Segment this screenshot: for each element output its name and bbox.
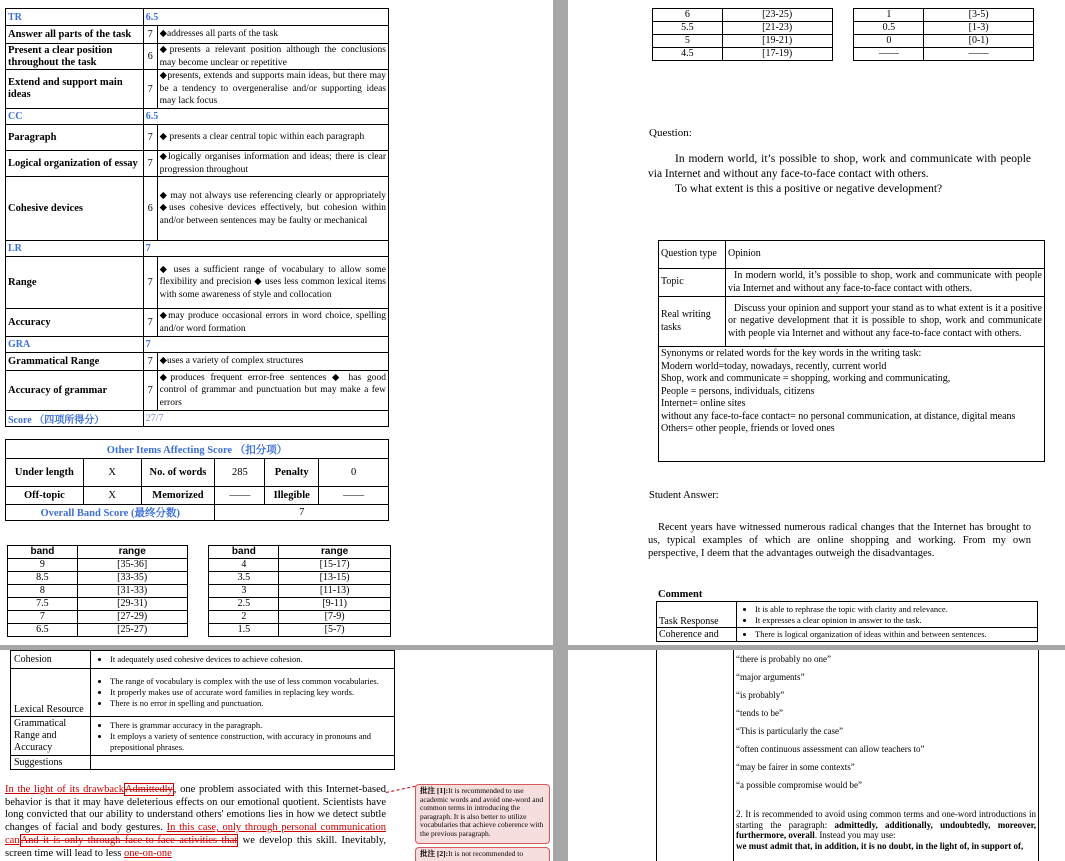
word-count-label: No. of words	[141, 459, 215, 487]
comment-connector	[386, 786, 416, 793]
essay-text: we develop this skill. Inevitably, screen time will lead to less	[5, 834, 386, 859]
list-item: • It expresses a clear opinion in answer to the task.	[755, 615, 1035, 626]
tip-bold: admittedly, additionally, undoubtedly, moreover, furthermore, overall	[736, 819, 1036, 840]
comment-title: Comment	[658, 589, 703, 600]
question-subtext: To what extent is this a positive or negative development?	[675, 183, 943, 195]
list-item: • There is logical organization of ideas within and between sentences.	[755, 629, 1035, 640]
comment-tag: 批注 [2]:	[420, 849, 449, 858]
band-header: band	[209, 546, 279, 559]
section-code-lr: LR	[6, 241, 144, 257]
table-row: 6.5 [25-27) 1.5 [5-7)	[8, 624, 391, 637]
under-length-label: Under length	[6, 459, 84, 487]
table-border	[733, 650, 734, 861]
section-code-tr: TR	[6, 9, 144, 26]
list-item: “there is probably no one”	[736, 654, 831, 664]
off-topic-label: Off-topic	[6, 487, 84, 505]
score-table	[5, 8, 389, 427]
tip-text: . Instead you may use:	[814, 830, 896, 840]
band-header: band	[8, 546, 78, 559]
list-item: • The range of vocabulary is complex with the use of less common vocabularies.	[110, 676, 391, 687]
criterion-desc: ◆ uses a sufficient range of vocabulary to allow some flexibility and precision ◆ uses less common lexical items with some awareness of style and collocation	[157, 257, 388, 309]
comment-table-continued	[10, 650, 395, 770]
criterion-score: 7	[143, 70, 157, 109]
deleted-text: Admittedly	[124, 784, 173, 795]
illegible-label: Illegible	[265, 487, 319, 505]
page-2	[568, 0, 1065, 645]
word-count-value: 285	[215, 459, 265, 487]
criterion-label: Cohesive devices	[6, 177, 144, 241]
synonym-line: Shop, work and communicate = shopping, working and communicating,	[661, 373, 951, 384]
criterion-score: 7	[143, 26, 157, 44]
comment-text: It is not recommended to	[448, 849, 524, 858]
criterion-score: 7	[143, 151, 157, 177]
criterion-desc: ◆ may not always use referencing clearly or appropriately ◆uses cohesive devices effectively, but cohesion within and/or between sentences may be faulty or mechanical	[157, 177, 388, 241]
table-row: 8 [31-33) 3 [11-13)	[8, 585, 391, 598]
synonym-line: Others= other people, friends or loved ones	[661, 423, 835, 434]
coherence-label: Coherence and	[657, 628, 737, 642]
inserted-text: In the light of its drawback	[5, 784, 124, 795]
table-row: 4.5 [17-19) —— ——	[653, 48, 1034, 61]
inserted-text: In this case, only through personal communication can	[5, 822, 386, 846]
table-row: 5 [19-21) 0 [0-1)	[653, 35, 1034, 48]
tip-paragraph	[736, 809, 1036, 851]
list-item: • It employs a variety of sentence construction, with accuracy in pronouns and prepositional phrases.	[110, 731, 391, 753]
criterion-label: Range	[6, 257, 144, 309]
criterion-score: 7	[143, 125, 157, 151]
criterion-score: 6	[143, 44, 157, 70]
phrase-list	[736, 650, 1006, 794]
memorized-value: ——	[215, 487, 265, 505]
list-item: • There is grammar accuracy in the paragraph.	[110, 720, 391, 731]
range-header: range	[279, 546, 391, 559]
deleted-text: And it is only through face-to-face activities that	[20, 834, 238, 846]
list-item: • There is no error in spelling and punctuation.	[110, 698, 391, 709]
band-table-continued	[652, 8, 1034, 61]
cohesion-label: Cohesion	[11, 651, 91, 669]
essay-text: , one problem associated with this Internet-based behavior is that it may have deleterious effects on our emotional quotient. Scientists have long convicted that our ability to understand others' emotions lies in how we detect subtle changes of facial and body gestures.	[5, 784, 386, 834]
list-item: • It adequately used cohesive devices to achieve cohesion.	[110, 654, 391, 665]
synonym-line: without any face-to-face contact= no personal communication, at distance, digital means	[661, 410, 1016, 422]
section-score-cc: 6.5	[143, 109, 388, 125]
criterion-label: Accuracy	[6, 309, 144, 337]
tip-text: 2. It is recommended to avoid using common terms and one-word introductions in starting the paragraph:	[736, 809, 1036, 830]
synonym-line: Synonyms or related words for the key words in the writing task:	[661, 348, 922, 359]
list-item: “This is particularly the case”	[736, 726, 843, 736]
illegible-value: ——	[319, 487, 389, 505]
list-item: “a possible compromise would be”	[736, 780, 862, 790]
synonyms-cell	[659, 347, 1045, 462]
criterion-score: 7	[143, 371, 157, 411]
list-item: “tends to be”	[736, 708, 783, 718]
criterion-desc: ◆uses a variety of complex structures	[157, 353, 388, 371]
tasks-label: Real writing tasks	[659, 297, 726, 347]
band-table	[7, 545, 391, 637]
under-length-value: X	[83, 459, 141, 487]
table-row: 7 [27-29) 2 [7-9)	[8, 611, 391, 624]
grammatical-range-label: Grammatical Range and Accuracy	[11, 717, 91, 756]
table-row: 9 [35-36] 4 [15-17)	[8, 559, 391, 572]
table-row: 5.5 [21-23) 0.5 [1-3)	[653, 22, 1034, 35]
off-topic-value: X	[83, 487, 141, 505]
criterion-desc: ◆may produce occasional errors in word choice, spelling and/or word formation	[157, 309, 388, 337]
question-type-value: Opinion	[726, 241, 1045, 269]
overall-band-label: Overall Band Score (最终分数)	[6, 505, 215, 521]
section-score-tr: 6.5	[143, 9, 388, 26]
other-items-heading: Other Items Affecting Score （扣分项）	[6, 440, 389, 459]
tip-bold: we must admit that, in addition, it is no doubt, in the light of, in support of,	[736, 840, 1024, 851]
table-border	[1038, 650, 1039, 861]
criterion-desc: ◆logically organises information and ideas; there is clear progression throughout	[157, 151, 388, 177]
criterion-label: Grammatical Range	[6, 353, 144, 371]
comment-text: It is recommended to use academic words and avoid one-word and common terms in introducing the paragraph. It is also better to utilize vocabularies that achieve coherence with the previous paragraph.	[420, 786, 544, 838]
lexical-resource-label: Lexical Resource	[11, 669, 91, 717]
section-code-cc: CC	[6, 109, 144, 125]
page-3	[0, 650, 553, 861]
range-header: range	[77, 546, 187, 559]
table-border	[656, 650, 657, 861]
task-response-label: Task Response	[657, 602, 737, 628]
topic-value: In modern world, it’s possible to shop, work and communicate with people via Internet and without any face-to-face contact with others.	[726, 269, 1045, 297]
review-comment-2[interactable]	[415, 847, 550, 861]
criterion-label: Accuracy of grammar	[6, 371, 144, 411]
review-comment-1[interactable]	[415, 784, 550, 844]
section-score-gra: 7	[143, 337, 388, 353]
criterion-score: 7	[143, 257, 157, 309]
list-item: “often continuous assessment can allow teachers to”	[736, 744, 925, 754]
penalty-label: Penalty	[265, 459, 319, 487]
criterion-desc: ◆presents, extends and supports main ideas, but there may be a tendency to overgeneralise and/or supporting ideas may lack focus	[157, 70, 388, 109]
criterion-score: 7	[143, 309, 157, 337]
question-analysis-table	[658, 240, 1045, 462]
list-item: • It properly makes use of accurate word families in replacing key words.	[110, 687, 391, 698]
list-item: “is probably”	[736, 690, 785, 700]
list-item: • It is able to rephrase the topic with clarity and relevance.	[755, 604, 1035, 615]
synonym-line: People = persons, individuals, citizens	[661, 385, 815, 397]
question-text: In modern world, it’s possible to shop, work and communicate with people via Internet and without any face-to-face contact with others.	[648, 153, 1031, 180]
criterion-desc: ◆addresses all parts of the task	[157, 26, 388, 44]
table-row: 7.5 [29-31) 2.5 [9-11)	[8, 598, 391, 611]
page-1	[0, 0, 553, 645]
criterion-label: Present a clear position throughout the task	[6, 44, 144, 70]
overall-band-value: 7	[215, 505, 389, 521]
student-answer-text: Recent years have witnessed numerous radical changes that the Internet has brought to us, typical examples of which are online shopping and working. From my own perspective, I deem that the advantages outweigh the disadvantages.	[648, 522, 1031, 559]
topic-label: Topic	[659, 269, 726, 297]
student-answer-label: Student Answer:	[649, 490, 719, 501]
criterion-desc: ◆produces frequent error-free sentences ◆ has good control of grammar and punctuation but may make a few errors	[157, 371, 388, 411]
synonym-line: Modern world=today, nowadays, recently, current world	[661, 360, 887, 372]
comment-tag: 批注 [1]:	[420, 786, 449, 795]
comment-table	[656, 601, 1038, 642]
criterion-desc: ◆presents a relevant position although the conclusions may become unclear or repetitive	[157, 44, 388, 70]
criterion-score: 7	[143, 353, 157, 371]
total-score-value: 27/7	[143, 411, 388, 427]
page-4	[568, 650, 1065, 861]
list-item: “major arguments”	[736, 672, 805, 682]
table-row: 6 [23-25) 1 [3-5)	[653, 9, 1034, 22]
table-row: 8.5 [33-35) 3.5 [13-15)	[8, 572, 391, 585]
criterion-score: 6	[143, 177, 157, 241]
list-item: “may be fairer in some contexts”	[736, 762, 855, 772]
criterion-label: Extend and support main ideas	[6, 70, 144, 109]
section-code-gra: GRA	[6, 337, 144, 353]
memorized-label: Memorized	[141, 487, 215, 505]
penalty-value: 0	[319, 459, 389, 487]
section-score-lr: 7	[143, 241, 388, 257]
essay-paragraph	[5, 784, 386, 860]
criterion-label: Logical organization of essay	[6, 151, 144, 177]
tasks-value: Discuss your opinion and support your stand as to what extent is it a positive or negative development that it is possible to shop, work and communicate with people via Internet and without any face-to-face contact with others.	[726, 297, 1045, 347]
question-type-label: Question type	[659, 241, 726, 269]
total-score-label: Score （四项所得分）	[6, 411, 144, 427]
criterion-label: Answer all parts of the task	[6, 26, 144, 44]
criterion-desc: ◆ presents a clear central topic within each paragraph	[157, 125, 388, 151]
question-label: Question:	[649, 127, 692, 139]
inserted-text: one-on-one	[123, 847, 172, 859]
criterion-label: Paragraph	[6, 125, 144, 151]
other-items-table	[5, 439, 389, 521]
synonym-line: Internet= online sites	[661, 398, 746, 409]
suggestions-label: Suggestions	[11, 756, 91, 770]
